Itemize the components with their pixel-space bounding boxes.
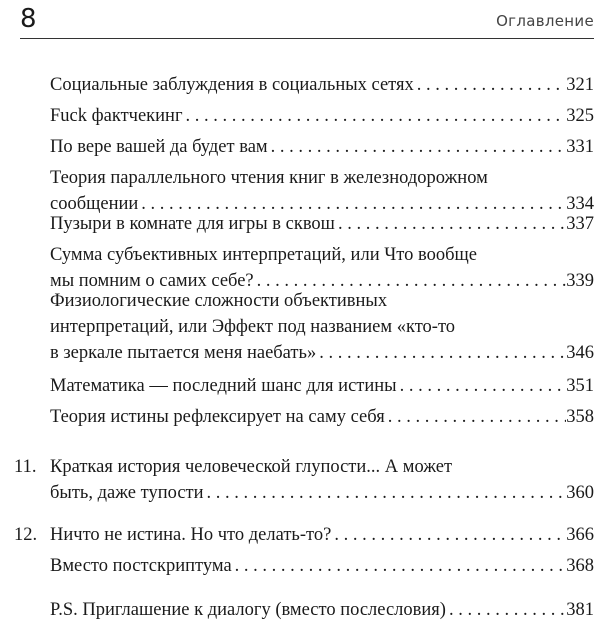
chapter-number: 12. xyxy=(14,525,38,545)
toc-entry-line: Теория параллельного чтения книг в железнодорожном xyxy=(50,168,488,188)
running-title: Оглавление xyxy=(496,12,594,30)
toc-entry-line xyxy=(50,553,594,579)
toc-entry-title: Fuck фактчекинг xyxy=(50,106,183,126)
toc-page-number: 334 xyxy=(566,194,594,214)
toc-entry[interactable] xyxy=(50,454,594,506)
toc-page-number: 325 xyxy=(566,106,594,126)
toc-page-number: 337 xyxy=(566,214,594,234)
toc-page-number: 358 xyxy=(566,407,594,427)
dot-leader xyxy=(414,72,566,98)
toc-page-number: 381 xyxy=(566,600,594,620)
toc-entry-line xyxy=(50,522,594,548)
toc-entry-line: Сумма субъективных интерпретаций, или Что вообще xyxy=(50,245,477,265)
toc-page-number: 368 xyxy=(566,556,594,576)
toc-entry-title: Теория истины рефлексирует на саму себя xyxy=(50,407,385,427)
chapter-number: 11. xyxy=(14,457,37,477)
toc-entry[interactable] xyxy=(50,103,594,129)
dot-leader xyxy=(268,134,567,160)
toc-page-number: 360 xyxy=(566,483,594,503)
toc-entry-title: Вместо постскриптума xyxy=(50,556,232,576)
toc-entry-title: По вере вашей да будет вам xyxy=(50,137,268,157)
toc-entry[interactable] xyxy=(50,597,594,623)
toc-entry[interactable] xyxy=(50,211,594,237)
toc-entry-title: в зеркале пытается меня наебать» xyxy=(50,343,317,363)
toc-entry-title: Ничто не истина. Но что делать-то? xyxy=(50,525,332,545)
dot-leader xyxy=(397,373,567,399)
toc-entry-line: Физиологические сложности объективных xyxy=(50,291,388,311)
dot-leader xyxy=(183,103,567,129)
toc-page-number: 346 xyxy=(566,343,594,363)
toc-entry-title: сообщении xyxy=(50,194,139,214)
toc-entry-line xyxy=(50,404,594,430)
toc-entry[interactable] xyxy=(50,373,594,399)
toc-entry-line xyxy=(50,134,594,160)
dot-leader xyxy=(232,553,567,579)
dot-leader xyxy=(335,211,566,237)
toc-entry[interactable] xyxy=(50,404,594,430)
toc-entry-line xyxy=(50,480,594,506)
toc-entry[interactable] xyxy=(50,242,594,294)
toc-entry-line: Краткая история человеческой глупости... А может xyxy=(50,457,453,477)
toc-page-number: 351 xyxy=(566,376,594,396)
dot-leader xyxy=(204,480,567,506)
dot-leader xyxy=(331,522,566,548)
toc-entry-line xyxy=(50,373,594,399)
toc-page-number: 321 xyxy=(566,75,594,95)
toc-entry-line xyxy=(50,103,594,129)
toc-entry[interactable] xyxy=(50,553,594,579)
toc-entry[interactable] xyxy=(50,165,594,217)
toc-page-number: 366 xyxy=(566,525,594,545)
toc-entry-title: Математика — последний шанс для истины xyxy=(50,376,397,396)
toc-entry-line xyxy=(50,211,594,237)
toc-entry-title: мы помним о самих себе? xyxy=(50,271,254,291)
toc-entry[interactable] xyxy=(50,134,594,160)
toc-entry-line xyxy=(50,597,594,623)
toc-entry[interactable] xyxy=(50,288,594,366)
toc-entry[interactable] xyxy=(50,522,594,548)
toc-entry-line xyxy=(50,72,594,98)
toc-entry-title: Пузыри в комнате для игры в сквош xyxy=(50,214,335,234)
toc-entry-title: P.S. Приглашение к диалогу (вместо послесловия) xyxy=(50,600,446,620)
toc-entry-line: интерпретаций, или Эффект под названием «кто-то xyxy=(50,317,456,337)
toc-entry-title: быть, даже тупости xyxy=(50,483,204,503)
dot-leader xyxy=(446,597,566,623)
toc-page-number: 331 xyxy=(566,137,594,157)
toc-entry-line xyxy=(50,340,594,366)
header-rule xyxy=(20,38,594,39)
page-number: 8 xyxy=(20,4,37,34)
toc-entry[interactable] xyxy=(50,72,594,98)
toc-entry-title: Социальные заблуждения в социальных сетях xyxy=(50,75,414,95)
dot-leader xyxy=(385,404,567,430)
toc-page-number: 339 xyxy=(566,271,594,291)
dot-leader xyxy=(316,340,566,366)
